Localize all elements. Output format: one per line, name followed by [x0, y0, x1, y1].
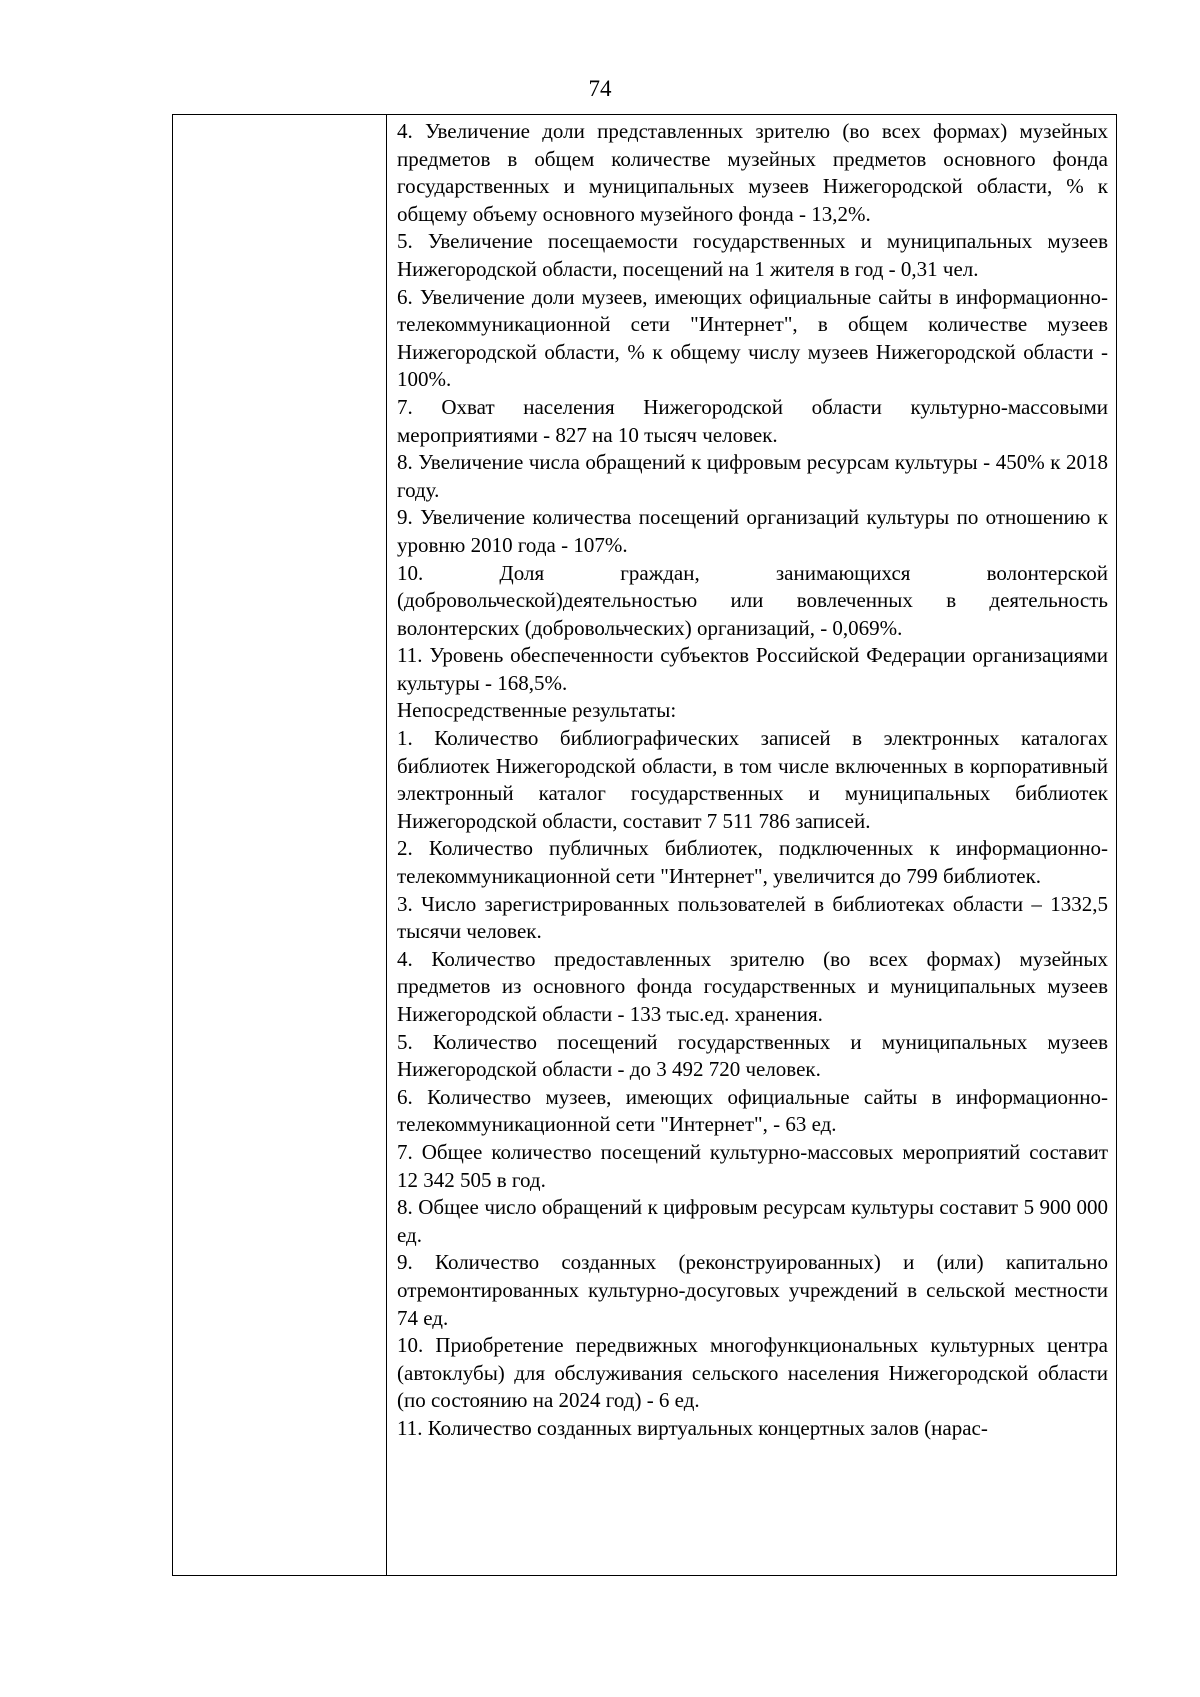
target-indicator-8: 8. Увеличение числа обращений к цифровым ресурсам культуры - 450% к 2018 году.	[397, 450, 1108, 502]
direct-result-5: 5. Количество посещений государственных и муниципальных музеев Нижегородской области - до 3 492 720 человек.	[397, 1029, 1108, 1082]
direct-results-heading: Непосредственные результаты:	[397, 698, 677, 723]
table-left-cell	[173, 115, 387, 1575]
direct-result-11: 11. Количество созданных виртуальных концертных залов (нарас-	[397, 1415, 988, 1440]
page-number: 74	[588, 76, 612, 101]
direct-result-9: 9. Количество созданных (реконструированных) и (или) капитально отремонтированных культурно-досуговых учреждений в сельской местности 74 ед.	[397, 1250, 1108, 1330]
target-indicator-11: 11. Уровень обеспеченности субъектов Российской Федерации организациями культуры - 168,5%.	[397, 643, 1108, 695]
target-indicator-6: 6. Увеличение доли музеев, имеющих официальные сайты в информационно-телекоммуникационной сети "Интернет", в общем количестве музеев Нижегородской области, % к общему числу музеев Нижегородской области - 100%.	[397, 284, 1108, 392]
direct-result-6: 6. Количество музеев, имеющих официальные сайты в информационно-телекоммуникационной сети "Интернет", - 63 ед.	[397, 1084, 1108, 1137]
direct-result-1: 1. Количество библиографических записей в электронных каталогах библиотек Нижегородской области, в том числе включенных в корпоративный электронный каталог государственных и муниципальных библиотек Нижегородской области, составит 7 511 786 записей.	[397, 726, 1108, 833]
direct-result-7: 7. Общее количество посещений культурно-массовых мероприятий составит 12 342 505 в год.	[397, 1139, 1108, 1192]
table-right-cell	[387, 115, 1116, 1575]
direct-result-2: 2. Количество публичных библиотек, подключенных к информационно-телекоммуникационной сети "Интернет", увеличится до 799 библиотек.	[397, 836, 1108, 889]
target-indicator-5: 5. Увеличение посещаемости государственных и муниципальных музеев Нижегородской области, посещений на 1 жителя в год - 0,31 чел.	[397, 229, 1108, 281]
target-indicator-10: 10. Доля граждан, занимающихся волонтерской (добровольческой)деятельностью или вовлеченных в деятельность волонтерских (добровольческих) организаций, - 0,069%.	[397, 560, 1108, 640]
target-indicator-4: 4. Увеличение доли представленных зрителю (во всех формах) музейных предметов в общем количестве музейных предметов основного фонда государственных и муниципальных музеев Нижегородской области, % к общему объему основного музейного фонда - 13,2%.	[397, 119, 1108, 226]
target-indicator-9: 9. Увеличение количества посещений организаций культуры по отношению к уровню 2010 года - 107%.	[397, 505, 1108, 557]
direct-result-8: 8. Общее число обращений к цифровым ресурсам культуры составит 5 900 000 ед.	[397, 1195, 1108, 1247]
direct-result-3: 3. Число зарегистрированных пользователей в библиотеках области – 1332,5 тысячи человек.	[397, 891, 1108, 944]
target-indicator-7: 7. Охват населения Нижегородской области культурно-массовыми мероприятиями - 827 на 10 тысяч человек.	[397, 394, 1108, 447]
document-table	[172, 114, 1117, 1576]
direct-result-4: 4. Количество предоставленных зрителю (во всех формах) музейных предметов из основного фонда государственных и муниципальных музеев Нижегородской области - 133 тыс.ед. хранения.	[397, 946, 1108, 1026]
direct-result-10: 10. Приобретение передвижных многофункциональных культурных центра (автоклубы) для обслуживания сельского населения Нижегородской области (по состоянию на 2024 год) - 6 ед.	[397, 1333, 1108, 1413]
